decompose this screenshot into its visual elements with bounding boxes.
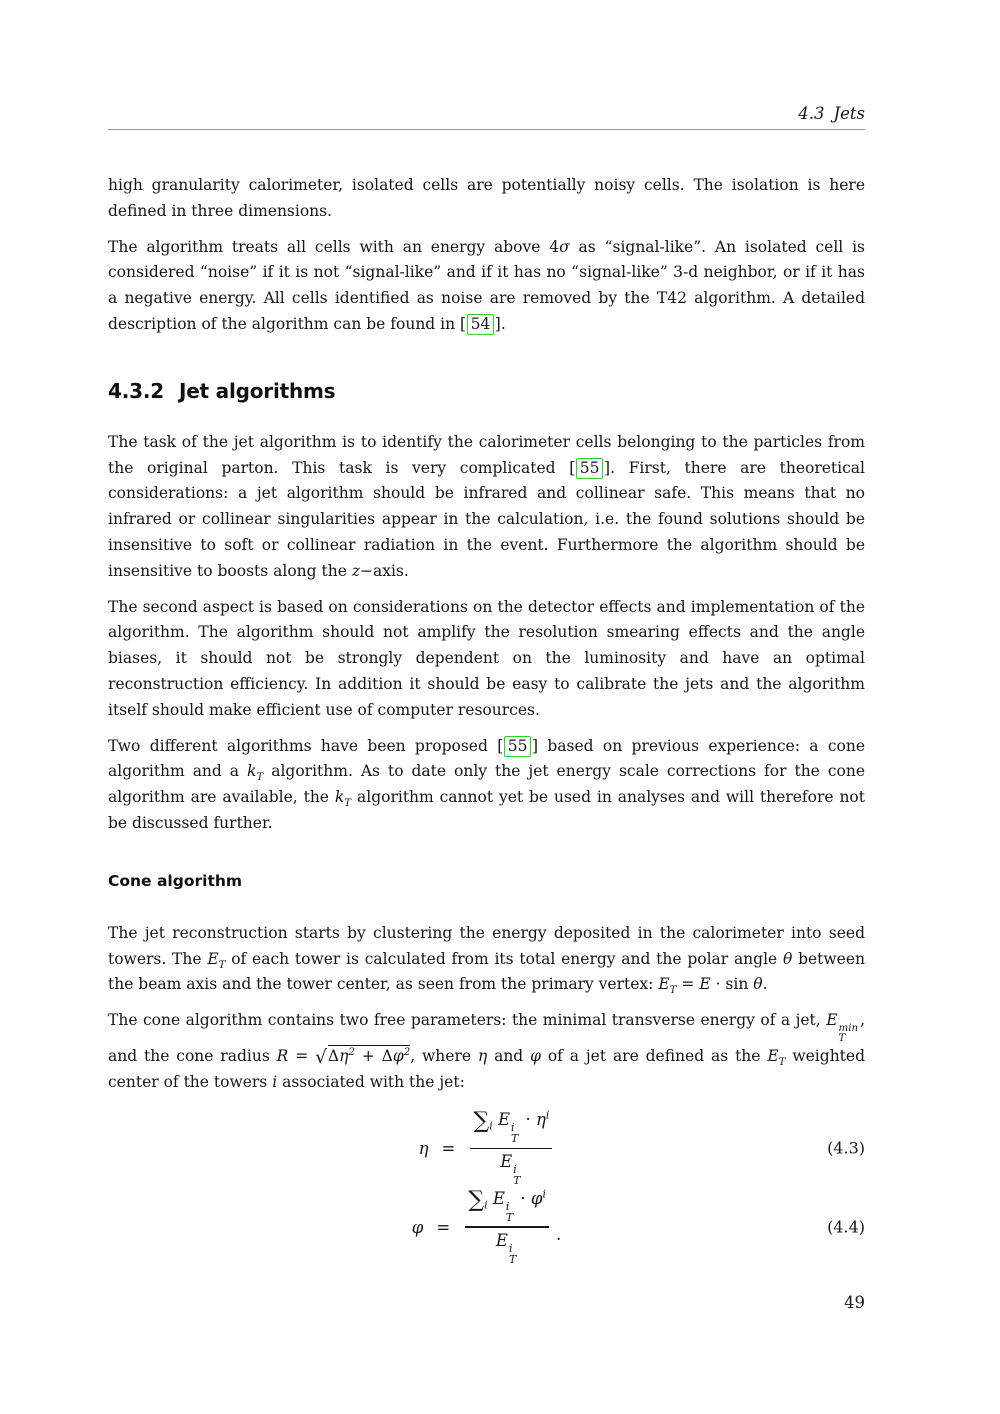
paragraph-cone-parameters: The cone algorithm contains two free parameters: the minimal transverse energy of a jet, E min T , and the cone radius $R = √\Delta\eta^2 + \Delta\varphi^2$, where η and φ of a jet are defined as the $E_T$ weighted center of the towers i associated with the jet: [108,1011,865,1091]
page-header [108,104,865,130]
paragraph-t42-algorithm: The algorithm treats all cells with an energy above 4σ as “signal-like”. An isolated cell is considered “noise” if it is not “signal-like” and if it has no “signal-like” 3-d neighbor, or if it has a negative energy. All cells identified as noise are removed by the T42 algorithm. A detailed description of the algorithm can be found in [ 54 ]. [108,237,865,333]
equation-eta [108,1107,865,1187]
fraction-denominator: E i T [495,1230,517,1266]
running-header-section-title: Jets [833,104,865,123]
script-stack: min T [838,1022,859,1044]
citation-link[interactable]: 55 [576,458,603,479]
equation-block [108,1107,865,1266]
citation-link[interactable]: 55 [504,736,531,757]
equation-number: (4.4) [827,1217,865,1237]
fraction-numerator: $\sum_i$ E i T · $\eta^i$ [473,1107,550,1145]
equation-lhs: η [418,1138,429,1158]
paragraph-two-algorithms: Two different algorithms have been proposed [ 55 ] based on previous experience: a cone algorithm and a $k_T$ algorithm. As to date only the jet energy scale corrections for the cone algorithm are available, the $k_T$ algorithm cannot yet be used in analyses and will therefore not be discussed further. [108,736,865,832]
equation-number: (4.3) [827,1138,865,1158]
equals-sign: = [441,1138,456,1158]
paragraph-second-aspect: The second aspect is based on considerations on the detector effects and implementation of the algorithm. The algorithm should not amplify the resolution smearing effects and the angle biases, it should not be strongly dependent on the luminosity and have an optimal reconstruction efficiency. In addition it should be easy to calibrate the jets and the algorithm itself should make efficient use of computer resources. [108,597,865,719]
section-heading-jet-algorithms [108,378,865,404]
subsection-heading-cone-algorithm: Cone algorithm [108,871,243,890]
fraction [470,1107,552,1187]
equation-phi [108,1186,865,1266]
script-stack: i T [508,1241,517,1266]
running-header [108,104,865,123]
equation-lhs: φ [411,1217,424,1237]
equals-sign: = [436,1217,451,1237]
equation-trailing-period: . [555,1224,562,1244]
fraction-denominator: E i T [500,1151,521,1187]
section-number: 4.3.2 [108,378,164,403]
script-stack: i T [511,1120,519,1145]
script-stack: i T [505,1199,514,1224]
paragraph-isolation: high granularity calorimeter, isolated cells are potentially noisy cells. The isolation is here defined in three dimensions. [108,176,865,220]
fraction [465,1186,549,1266]
header-rule [108,129,865,130]
paragraph-jet-reconstruction: The jet reconstruction starts by clustering the energy deposited in the calorimeter into seed towers. The $E_T$ of each tower is calculated from its total energy and the polar angle θ between the beam axis and the tower center, as seen from the primary vertex: $E_T = E \cdot \sin \theta$. [108,923,866,997]
paragraph-jet-task: The task of the jet algorithm is to identify the calorimeter cells belonging to the particles from the original parton. This task is very complicated [ 55 ]. First, there are theoretical considerations: a jet algorithm should be infrared and collinear safe. This means that no infrared or collinear singularities appear in the calculation, i.e. the found solutions should be insensitive to soft or collinear radiation in the event. Furthermore the algorithm should be insensitive to boosts along the z−axis. [108,432,865,580]
running-header-section-number: 4.3 [798,104,825,123]
fraction-numerator: $\sum_i$ E i T · $\varphi^i$ [468,1186,546,1224]
section-title: Jet algorithms [178,378,336,403]
page-body [108,173,865,1266]
script-stack: i T [513,1162,521,1187]
citation-link[interactable]: 54 [467,314,494,335]
page-number: 49 [844,1293,865,1312]
